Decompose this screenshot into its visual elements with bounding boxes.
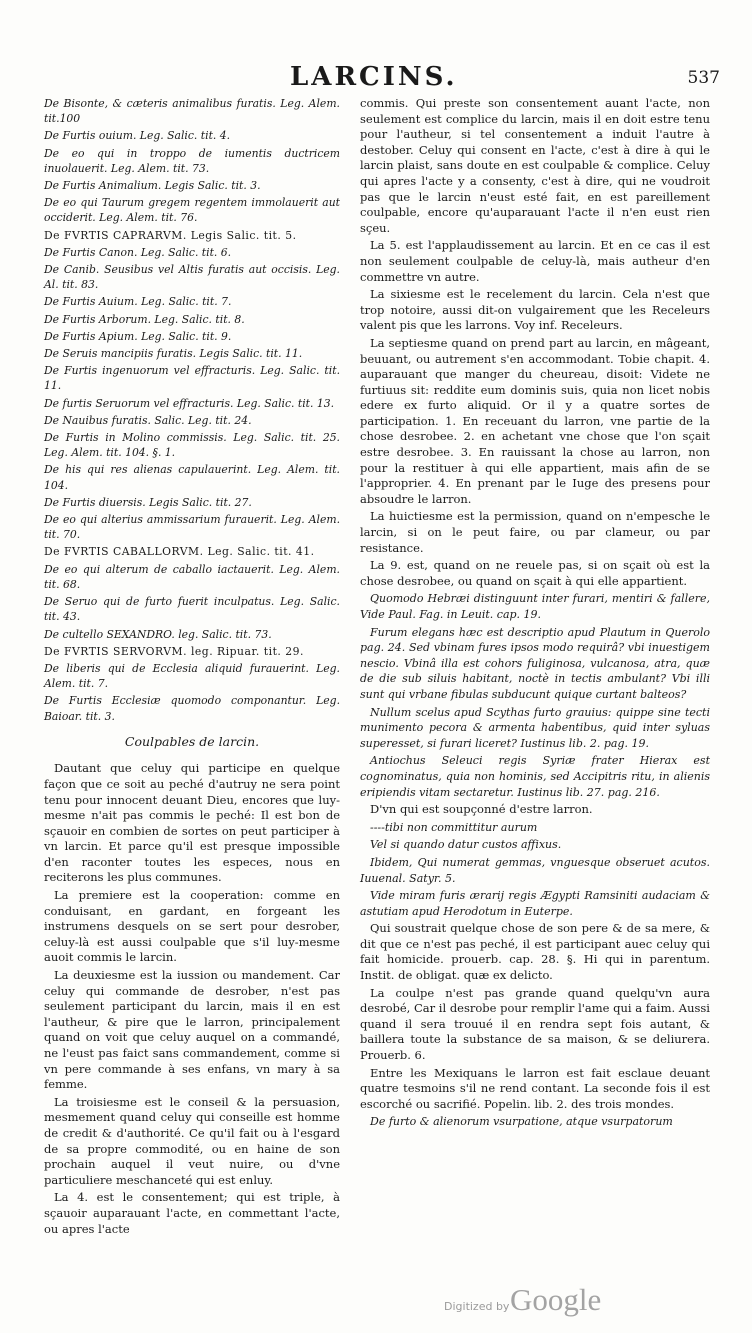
right-column	[360, 96, 710, 1132]
latin-note: Furum elegans hæc est descriptio apud Plautum in Querolo pag. 24. Sed vbinam fures ipsos modo requirâ? vbi inuestigem nescio. Vbinâ illa est cohors fuliginosa, vulcanosa, atra, quæ de die sub siluis habitant, noctè in tectis ambulant? Vbi illi sunt qui vrbane fibulas subducunt quique curtant balteos?	[360, 625, 710, 701]
law-entry: De Furtis Auium. Leg. Salic. tit. 7.	[44, 295, 232, 309]
latin-note: Vide miram furis ærarij regis Ægypti Ramsiniti audaciam & astutiam apud Herodotum in Euterpe.	[360, 889, 710, 918]
law-entry: De FVRTIS CABALLORVM. Leg. Salic. tit. 41.	[44, 545, 315, 559]
law-entry: De FVRTIS SERVORVM. leg. Ripuar. tit. 29.	[44, 644, 304, 658]
body-paragraph: La troisiesme est le conseil & la persuasion, mesmement quand celuy qui conseille est homme de credit & d'authorité. Ce qu'il fait ou à l'esgard de sa propre commodité, ou en haine de son prochain auquel il veut nuire, ou d'vne particuliere meschanceté qui est enluy.	[44, 1094, 340, 1187]
latin-note: Vel si quando datur custos affixus.	[370, 838, 562, 852]
body-paragraph: La 5. est l'applaudissement au larcin. Et en ce cas il est non seulement coulpable de celuy-là, mais autheur d'en commettre vn autre.	[360, 238, 710, 284]
body-paragraph: La premiere est la cooperation: comme en conduisant, en gardant, en forgeant les instrumens desquels on se sert pour desrober, celuy-là est aussi coulpable que s'il luy-mesme auoit commis le larcin.	[44, 888, 340, 965]
page-title: LARCINS.	[290, 62, 458, 92]
law-entry: De Furtis diuersis. Legis Salic. tit. 27.	[44, 495, 252, 509]
law-entry: De eo qui Taurum gregem regentem immolauerit aut occiderit. Leg. Alem. tit. 76.	[44, 196, 340, 225]
law-entry: De furtis Seruorum vel effracturis. Leg. Salic. tit. 13.	[44, 396, 335, 410]
law-entry: De Furtis Canon. Leg. Salic. tit. 6.	[44, 245, 232, 259]
body-paragraph: D'vn qui est soupçonné d'estre larron.	[370, 802, 593, 817]
law-entry: De Furtis Arborum. Leg. Salic. tit. 8.	[44, 312, 245, 326]
left-column	[44, 96, 340, 1239]
law-entry: De FVRTIS CAPRARVM. Legis Salic. tit. 5.	[44, 228, 297, 242]
law-entry: De Nauibus furatis. Salic. Leg. tit. 24.	[44, 413, 252, 427]
law-entry: De Furtis ouium. Leg. Salic. tit. 4.	[44, 129, 231, 143]
body-paragraph: La septiesme quand on prend part au larcin, en mâgeant, beuuant, ou autrement s'en accommodant. Tobie chapit. 4. auparauant que manger du cheureau, disoit: Videte ne furtiuus sit: reddite eum dominis suis, quia non licet nobis edere ex furto aliquid. Or il y a quatre sortes de participation. 1. En receuant du larron, vne partie de la chose desrobee. 2. en achetant vne chose que l'on sçait estre desrobee. 3. En rauissant la chose au larron, non pour la restituer à qui elle appartient, mais afin de se l'approprier. 4. En prenant par le Iuge des presens pour absoudre le larron.	[360, 335, 710, 506]
law-entry: De Furtis Animalium. Legis Salic. tit. 3.	[44, 179, 261, 193]
body-paragraph: Qui soustrait quelque chose de son pere & de sa mere, & dit que ce n'est pas peché, il est participant auec celuy qui fait homicide. prouerb. cap. 28. §. Hi qui in parentum. Instit. de obligat. quæ ex delicto.	[360, 921, 710, 983]
body-paragraph: Dautant que celuy qui participe en quelque façon que ce soit au peché d'autruy ne sera point tenu pour innocent deuant Dieu, encores que luy-mesme n'ait pas commis le peché: Il est bon de sçauoir en combien de sortes on peut participer à vn larcin. Et parce qu'il est presque impossible d'en raconter toutes les especes, nous en reciterons les plus communes.	[44, 761, 340, 885]
body-paragraph: La huictiesme est la permission, quand on n'empesche le larcin, si on le peut faire, ou par clameur, ou par resistance.	[360, 509, 710, 555]
law-entry: De liberis qui de Ecclesia aliquid furauerint. Leg. Alem. tit. 7.	[44, 661, 340, 691]
google-logo: Google	[510, 1282, 602, 1317]
latin-note: ----tibi non committitur aurum	[370, 820, 538, 834]
body-paragraph: La 9. est, quand on ne reuele pas, si on sçait où est la chose desrobee, ou quand on sçait à qui elle appartient.	[360, 558, 710, 588]
law-entry: De cultello SEXANDRO. leg. Salic. tit. 73.	[44, 627, 272, 641]
body-paragraph: La coulpe n'est pas grande quand quelqu'vn aura desrobé, Car il desrobe pour remplir l'ame qui a faim. Aussi quand il sera trouué il en rendra sept fois autant, & baillera toute la substance de sa maison, & se deliurera. Prouerb. 6.	[360, 985, 710, 1063]
latin-note: De furto & alienorum vsurpatione, atque vsurpatorum	[370, 1115, 673, 1129]
law-entry: De Canib. Seusibus vel Altis furatis aut occisis. Leg. Al. tit. 83.	[44, 263, 340, 292]
law-entry: De eo qui alterius ammissarium furauerit. Leg. Alem. tit. 70.	[44, 513, 340, 542]
law-entry: De his qui res alienas capulauerint. Leg. Alem. tit. 104.	[44, 463, 340, 492]
law-entry: De Furtis Apium. Leg. Salic. tit. 9.	[44, 329, 232, 343]
page-header	[20, 58, 732, 98]
latin-note: Ibidem, Qui numerat gemmas, vnguesque obseruet acutos. Iuuenal. Satyr. 5.	[360, 855, 710, 885]
latin-note: Quomodo Hebræi distinguunt inter furari, mentiri & fallere, Vide Paul. Fag. in Leuit. cap. 19.	[360, 592, 710, 621]
google-watermark	[444, 1282, 614, 1322]
latin-note: Nullum scelus apud Scythas furto grauius: quippe sine tecti munimento pecora & armenta habentibus, quid inter syluas superesset, si furari liceret? Iustinus lib. 2. pag. 19.	[360, 705, 710, 750]
law-entry: De Seruis mancipiis furatis. Legis Salic. tit. 11.	[44, 347, 303, 361]
body-paragraph: La deuxiesme est la iussion ou mandement. Car celuy qui commande de desrober, n'est pas seulement participant du larcin, mais il en est l'autheur, & pire que le larron, principalement quand on voit que celuy auquel on a commandé, ne l'eust pas faict sans commandement, comme si vn pere commande à ses enfans, vn mary à sa femme.	[44, 968, 340, 1092]
law-entry: De eo qui in troppo de iumentis ductricem inuolauerit. Leg. Alem. tit. 73.	[44, 146, 340, 175]
law-entry: De Furtis in Molino commissis. Leg. Salic. tit. 25. Leg. Alem. tit. 104. §. 1.	[44, 431, 340, 460]
law-entry: De eo qui alterum de caballo iactauerit. Leg. Alem. tit. 68.	[44, 562, 340, 591]
page-number: 537	[687, 68, 720, 88]
watermark-prefix: Digitized by	[444, 1300, 510, 1313]
body-paragraph: commis. Qui preste son consentement auant l'acte, non seulement est complice du larcin, mais il en doit estre tenu pour l'autheur, si tel consentement a induit l'autre à destober. Celuy qui consent en l'acte, c'est à dire à qui le larcin plaist, sans doute en est coulpable & complice. Celuy qui apres l'acte y a consenty, c'est à dire, qui ne voudroit pas que le larcin n'eust esté fait, en est pareillement coulpable, encore qu'auparauant l'acte il n'en eust rien sçeu.	[360, 96, 710, 235]
body-paragraph: Entre les Mexiquans le larron est fait esclaue deuant quatre tesmoins s'il ne rend contant. La seconde fois il est escorché ou sacrifié. Popelin. lib. 2. des trois mondes.	[360, 1065, 710, 1111]
latin-note: Antiochus Seleuci regis Syriæ frater Hierax est cognominatus, quia non hominis, sed Accipitris ritu, in alienis eripiendis vitam sectaretur. Iustinus lib. 27. pag. 216.	[360, 754, 710, 799]
law-entry: De Furtis Ecclesiæ quomodo componantur. Leg. Baioar. tit. 3.	[44, 694, 340, 723]
body-paragraph: La 4. est le consentement; qui est triple, à sçauoir auparauant l'acte, en commettant l'acte, ou apres l'acte	[44, 1190, 340, 1236]
law-entry: De Furtis ingenuorum vel effracturis. Leg. Salic. tit. 11.	[44, 364, 340, 393]
law-entry: De Bisonte, & cæteris animalibus furatis. Leg. Alem. tit.100	[44, 97, 340, 126]
section-heading: Coulpables de larcin.	[124, 733, 260, 749]
law-entry: De Seruo qui de furto fuerit inculpatus. Leg. Salic. tit. 43.	[44, 595, 340, 624]
body-paragraph: La sixiesme est le recelement du larcin. Cela n'est que trop notoire, aussi dit-on vulgairement que les Receleurs valent pis que les larrons. Voy inf. Receleurs.	[360, 287, 710, 333]
